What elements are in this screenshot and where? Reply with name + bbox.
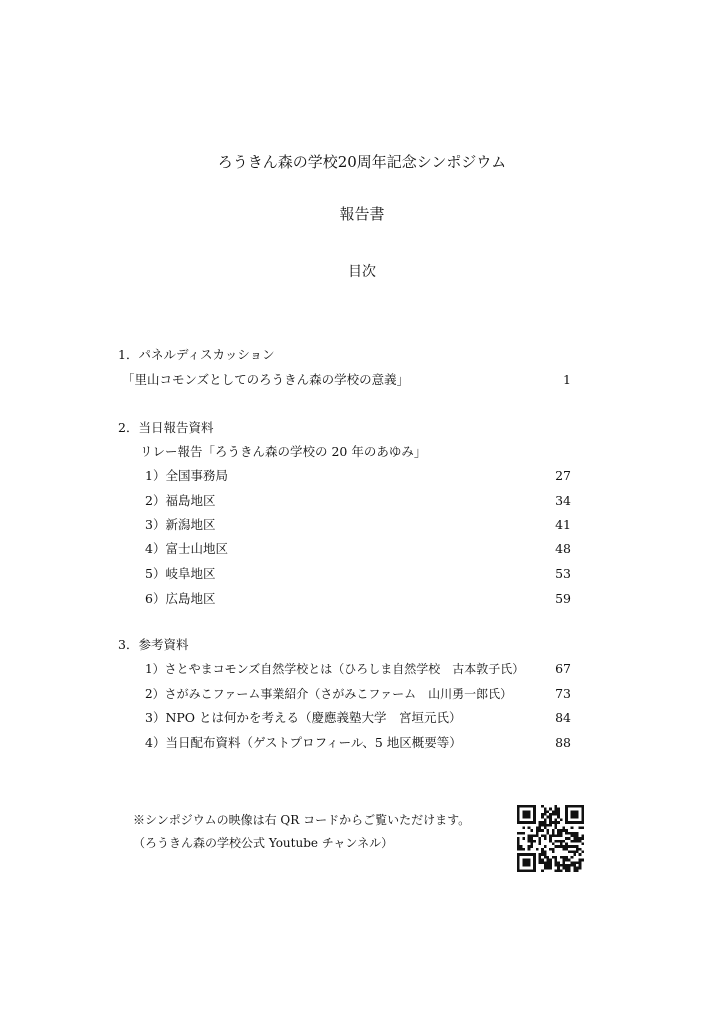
page-number: 34 [555, 493, 571, 508]
toc-entry: 2）さがみこファーム事業紹介（さがみこファーム 山川勇一郎氏） [145, 687, 513, 701]
toc-entry: 5）岐阜地区 [145, 566, 216, 581]
note-line-1: ※シンポジウムの映像は右 QR コードからご覧いただけます。 [133, 813, 471, 827]
section-2-heading: 2．当日報告資料 [118, 420, 214, 435]
toc-entry: 3）NPO とは何かを考える（慶應義塾大学 宮垣元氏） [145, 710, 462, 725]
qr-code-icon[interactable] [517, 805, 584, 872]
page-number: 48 [555, 541, 571, 556]
page-number: 67 [555, 661, 571, 676]
page-number: 73 [555, 686, 571, 701]
toc-entry: 2）福島地区 [145, 493, 216, 508]
page-number: 59 [555, 591, 571, 606]
page-number: 84 [555, 710, 571, 725]
section-3-heading: 3．参考資料 [118, 637, 189, 652]
toc-entry: 「里山コモンズとしてのろうきん森の学校の意義」 [122, 372, 410, 387]
document-title: ろうきん森の学校20周年記念シンポジウム [217, 153, 507, 171]
document-subtitle: 報告書 [339, 205, 385, 223]
toc-entry: 1）全国事務局 [145, 468, 228, 483]
section-1-heading: 1．パネルディスカッション [118, 347, 275, 362]
page-number: 1 [563, 372, 571, 387]
toc-entry: 6）広島地区 [145, 591, 216, 606]
toc-entry: 3）新潟地区 [145, 517, 216, 532]
page-number: 27 [555, 468, 571, 483]
toc-entry: 4）富士山地区 [145, 541, 228, 556]
toc-heading: 目次 [348, 264, 376, 280]
toc-entry: 1）さとやまコモンズ自然学校とは（ひろしま自然学校 古本敦子氏） [145, 662, 525, 676]
page-number: 53 [555, 566, 571, 581]
note-line-2: （ろうきん森の学校公式 Youtube チャンネル） [133, 836, 394, 850]
page-number: 41 [555, 517, 571, 532]
section-2-intro: リレー報告「ろうきん森の学校の 20 年のあゆみ」 [140, 444, 427, 459]
page-number: 88 [555, 735, 571, 750]
toc-entry: 4）当日配布資料（ゲストプロフィール、5 地区概要等） [145, 735, 462, 750]
